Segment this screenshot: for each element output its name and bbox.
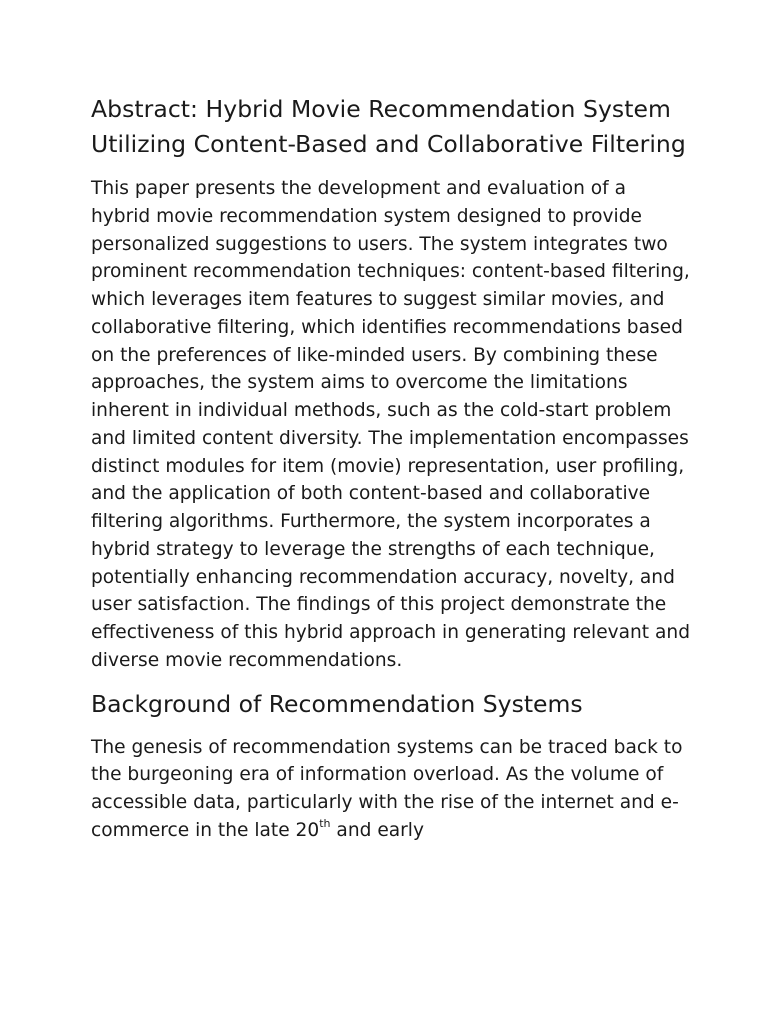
abstract-title: Abstract: Hybrid Movie Recommendation System Utilizing Content-Based and Collaborative Filtering bbox=[91, 95, 686, 158]
document-page bbox=[91, 92, 691, 845]
ordinal-superscript: th bbox=[319, 816, 331, 830]
abstract-paragraph: This paper presents the development and evaluation of a hybrid movie recommendation system designed to provide personalized suggestions to users. The system integrates two prominent recommendation techniques: content-based filtering, which leverages item features to suggest similar movies, and collaborative filtering, which identifies recommendations based on the preferences of like-minded users. By combining these approaches, the system aims to overcome the limitations inherent in individual methods, such as the cold-start problem and limited content diversity. The implementation encompasses distinct modules for item (movie) representation, user profiling, and the application of both content-based and collaborative filtering algorithms. Furthermore, the system incorporates a hybrid strategy to leverage the strengths of each technique, potentially enhancing recommendation accuracy, novelty, and user satisfaction. The findings of this project demonstrate the effectiveness of this hybrid approach in generating relevant and diverse movie recommendations. bbox=[91, 178, 690, 671]
background-text-end: and early bbox=[330, 819, 424, 841]
background-paragraph bbox=[91, 734, 691, 845]
background-text-start: The genesis of recommendation systems can be traced back to the burgeoning era of information overload. As the volume of accessible data, particularly with the rise of the internet and e-commerce in the late 20 bbox=[91, 736, 683, 841]
background-heading: Background of Recommendation Systems bbox=[91, 689, 583, 718]
